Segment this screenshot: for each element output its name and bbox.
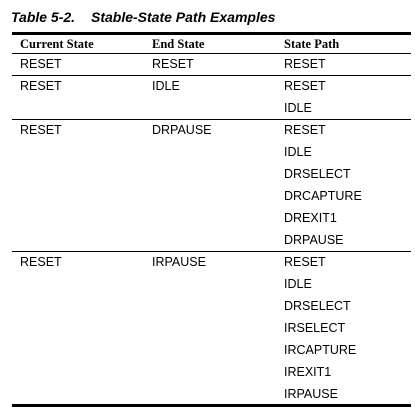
- table-title: Stable-State Path Examples: [91, 9, 276, 25]
- row-group-rule: [12, 75, 411, 76]
- cell-state-path-step: IRPAUSE: [284, 387, 338, 401]
- cell-current-state: RESET: [20, 123, 62, 137]
- table-bottom-rule: [12, 404, 411, 407]
- cell-state-path-step: IDLE: [284, 145, 312, 159]
- table-header-row: [12, 35, 411, 53]
- cell-state-path-step: DRPAUSE: [284, 233, 344, 247]
- cell-state-path-step: RESET: [284, 255, 326, 269]
- cell-state-path-step: DRSELECT: [284, 299, 351, 313]
- cell-current-state: RESET: [20, 255, 62, 269]
- header-end-state: End State: [152, 37, 205, 51]
- cell-state-path-step: RESET: [284, 123, 326, 137]
- cell-end-state: DRPAUSE: [152, 123, 212, 137]
- cell-state-path-step: IRSELECT: [284, 321, 346, 335]
- cell-state-path-step: IDLE: [284, 277, 312, 291]
- header-rule: [12, 53, 411, 54]
- row-group-rule: [12, 251, 411, 252]
- cell-end-state: IDLE: [152, 79, 180, 93]
- header-state-path: State Path: [284, 37, 340, 51]
- cell-current-state: RESET: [20, 57, 62, 71]
- cell-state-path-step: RESET: [284, 79, 326, 93]
- cell-end-state: IRPAUSE: [152, 255, 206, 269]
- cell-state-path-step: IREXIT1: [284, 365, 332, 379]
- cell-state-path-step: DREXIT1: [284, 211, 337, 225]
- header-current-state: Current State: [20, 37, 94, 51]
- table-number: Table 5-2.: [11, 9, 76, 25]
- cell-state-path-step: DRSELECT: [284, 167, 351, 181]
- cell-current-state: RESET: [20, 79, 62, 93]
- cell-state-path-step: DRCAPTURE: [284, 189, 362, 203]
- cell-state-path-step: IDLE: [284, 101, 312, 115]
- row-group-rule: [12, 119, 411, 120]
- cell-state-path-step: IRCAPTURE: [284, 343, 357, 357]
- cell-state-path-step: RESET: [284, 57, 326, 71]
- cell-end-state: RESET: [152, 57, 194, 71]
- table-caption: [11, 8, 275, 26]
